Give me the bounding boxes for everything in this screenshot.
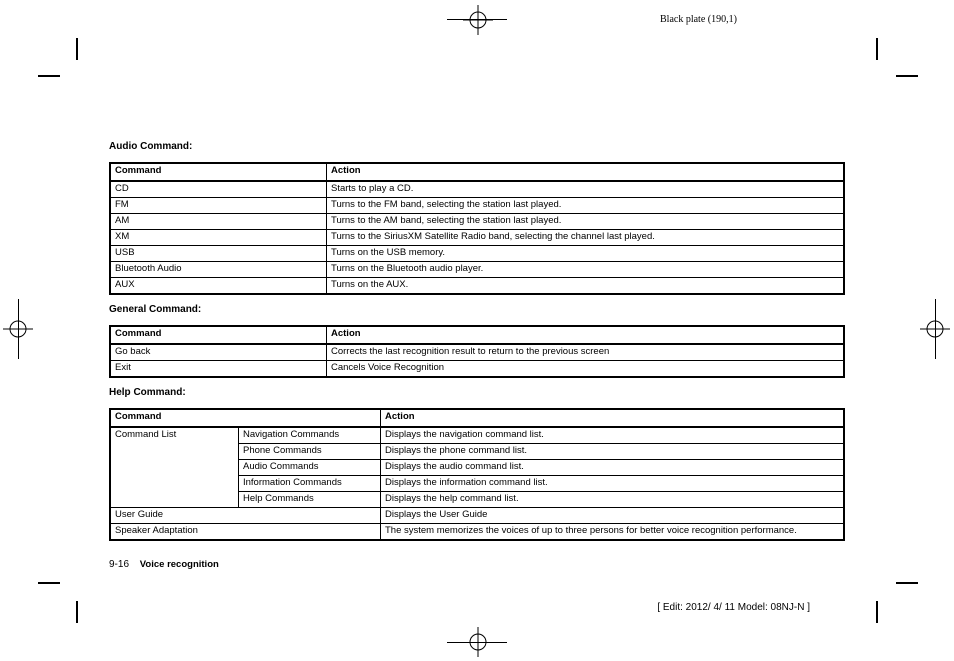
registration-line	[447, 19, 507, 20]
subcommand-cell: Help Commands	[239, 492, 381, 508]
general-command-table	[109, 325, 845, 378]
action-cell: Displays the information command list.	[381, 476, 845, 492]
crop-mark	[876, 38, 878, 60]
audio-command-title: Audio Command:	[109, 141, 193, 152]
command-group-cell: Command List	[110, 427, 239, 508]
action-cell: Cancels Voice Recognition	[327, 361, 845, 378]
action-cell: Turns to the FM band, selecting the station last played.	[327, 198, 845, 214]
registration-line	[447, 642, 507, 643]
crop-mark	[896, 582, 918, 584]
crop-mark	[896, 75, 918, 77]
table-row	[110, 361, 844, 378]
table-row	[110, 214, 844, 230]
command-cell: USB	[110, 246, 327, 262]
column-header-action: Action	[327, 326, 845, 344]
page-footer	[109, 559, 219, 570]
subcommand-cell: Phone Commands	[239, 444, 381, 460]
page-number: 9-16	[109, 559, 130, 570]
table-row	[110, 198, 844, 214]
column-header-command: Command	[110, 409, 381, 427]
command-cell: Speaker Adaptation	[110, 524, 381, 541]
table-row	[110, 181, 844, 198]
table-header-row	[110, 326, 844, 344]
general-command-title: General Command:	[109, 304, 202, 315]
action-cell: Turns to the SiriusXM Satellite Radio band, selecting the channel last played.	[327, 230, 845, 246]
registration-line	[18, 299, 19, 359]
column-header-action: Action	[381, 409, 845, 427]
table-row	[110, 524, 844, 541]
command-cell: Bluetooth Audio	[110, 262, 327, 278]
action-cell: The system memorizes the voices of up to three persons for better voice recognition performance.	[381, 524, 845, 541]
action-cell: Turns on the Bluetooth audio player.	[327, 262, 845, 278]
subcommand-cell: Navigation Commands	[239, 427, 381, 444]
table-row	[110, 278, 844, 295]
command-cell: Exit	[110, 361, 327, 378]
table-header-row	[110, 409, 844, 427]
edit-info: [ Edit: 2012/ 4/ 11 Model: 08NJ-N ]	[657, 602, 810, 613]
command-cell: Go back	[110, 344, 327, 361]
action-cell: Corrects the last recognition result to return to the previous screen	[327, 344, 845, 361]
table-row	[110, 427, 844, 444]
table-row	[110, 262, 844, 278]
action-cell: Displays the phone command list.	[381, 444, 845, 460]
action-cell: Displays the help command list.	[381, 492, 845, 508]
action-cell: Displays the navigation command list.	[381, 427, 845, 444]
action-cell: Turns on the USB memory.	[327, 246, 845, 262]
column-header-action: Action	[327, 163, 845, 181]
table-row	[110, 344, 844, 361]
table-header-row	[110, 163, 844, 181]
command-cell: XM	[110, 230, 327, 246]
command-cell: FM	[110, 198, 327, 214]
command-cell: User Guide	[110, 508, 381, 524]
subcommand-cell: Information Commands	[239, 476, 381, 492]
crop-mark	[76, 38, 78, 60]
table-row	[110, 230, 844, 246]
action-cell: Turns on the AUX.	[327, 278, 845, 295]
subcommand-cell: Audio Commands	[239, 460, 381, 476]
command-cell: AUX	[110, 278, 327, 295]
action-cell: Turns to the AM band, selecting the station last played.	[327, 214, 845, 230]
crop-mark	[76, 601, 78, 623]
table-row	[110, 246, 844, 262]
crop-mark	[876, 601, 878, 623]
help-command-title: Help Command:	[109, 387, 186, 398]
column-header-command: Command	[110, 163, 327, 181]
plate-label: Black plate (190,1)	[660, 14, 737, 25]
column-header-command: Command	[110, 326, 327, 344]
table-row	[110, 508, 844, 524]
command-cell: AM	[110, 214, 327, 230]
audio-command-table	[109, 162, 845, 295]
registration-line	[935, 299, 936, 359]
action-cell: Starts to play a CD.	[327, 181, 845, 198]
crop-mark	[38, 75, 60, 77]
action-cell: Displays the User Guide	[381, 508, 845, 524]
section-title-footer: Voice recognition	[139, 559, 219, 570]
action-cell: Displays the audio command list.	[381, 460, 845, 476]
command-cell: CD	[110, 181, 327, 198]
crop-mark	[38, 582, 60, 584]
help-command-table	[109, 408, 845, 541]
registration-mark-icon	[463, 5, 493, 35]
